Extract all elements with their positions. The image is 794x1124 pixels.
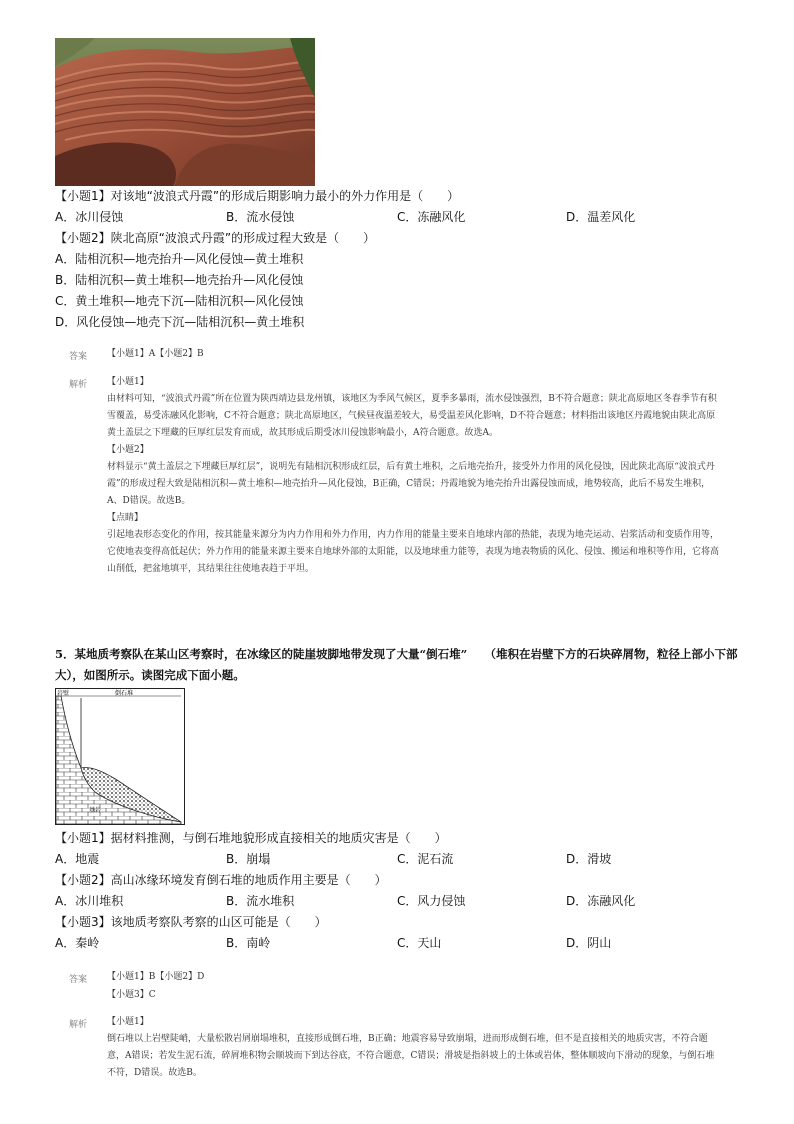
option-c[interactable]: C．风力侵蚀 xyxy=(397,894,466,908)
option-a[interactable]: A．秦岭 xyxy=(55,936,100,950)
rock-wall-label: 岩壁 xyxy=(57,690,70,697)
danxia-photo xyxy=(55,38,315,186)
answer-text-line1: 【小题1】B【小题2】D xyxy=(107,972,205,982)
option-a[interactable]: A．地震 xyxy=(55,852,100,866)
question-5-3: 【小题3】该地质考察队考察的山区可能是（ ） xyxy=(55,915,327,929)
option-a[interactable]: A．冰川侵蚀 xyxy=(55,210,124,224)
scree-diagram xyxy=(55,688,185,828)
question-5-intro: 5．某地质考察队在某山区考察时，在冰缘区的陡崖坡脚地带发现了大量“倒石堆” （堆积在岩壁下方的石块碎屑物，粒径上部小下部大），如图所示。读图完成下面小题。 xyxy=(55,647,738,682)
question-5-1: 【小题1】据材料推测，与倒石堆地貌形成直接相关的地质灾害是（ ） xyxy=(55,831,447,845)
answer-label: 答案 xyxy=(69,352,88,362)
analysis-heading: 【小题1】 xyxy=(107,377,149,387)
option-b[interactable]: B．流水侵蚀 xyxy=(226,210,295,224)
option-c[interactable]: C．天山 xyxy=(397,936,442,950)
analysis-heading: 【小题2】 xyxy=(107,445,149,455)
tips-heading: 【点睛】 xyxy=(107,513,144,523)
option-d[interactable]: D．温差风化 xyxy=(566,210,636,224)
question-1-2: 【小题2】陕北高原“波浪式丹霞”的形成过程大致是（ ） xyxy=(55,231,376,245)
option-c[interactable]: C．冻融风化 xyxy=(397,210,466,224)
analysis-label: 解析 xyxy=(69,1020,88,1030)
option-b[interactable]: B．陆相沉积—黄土堆积—地壳抬升—风化侵蚀 xyxy=(55,273,304,287)
analysis-paragraph: 由材料可知，“波浪式丹霞”所在位置为陕西靖边县龙州镇，该地区为季风气候区，夏季多暴雨，流水侵蚀强烈，B不符合题意；陕北高原地区冬春季节有积雪覆盖，易受冻融风化影响，C不符合题意；陕北高原地区，气候昼夜温差较大，易受温差风化影响，D不符合题意；材料指出该地区丹霞地貌由陕北高原黄土盖层之下埋藏的巨厚红层发育而成，故其形成后期受冰川侵蚀影响最小，A符合题意。故选A。 xyxy=(107,394,717,438)
analysis-text xyxy=(107,374,719,578)
bedrock-label: 基岩 xyxy=(89,807,102,814)
analysis-heading: 【小题1】 xyxy=(107,1017,149,1027)
option-d[interactable]: D．风化侵蚀—地壳下沉—陆相沉积—黄土堆积 xyxy=(55,315,305,329)
analysis-text xyxy=(107,1014,719,1082)
question-1-1: 【小题1】对该地“波浪式丹霞”的形成后期影响力最小的外力作用是（ ） xyxy=(55,189,460,203)
option-b[interactable]: B．南岭 xyxy=(226,936,271,950)
analysis-paragraph: 材料显示“黄土盖层之下埋藏巨厚红层”，说明先有陆相沉积形成红层，后有黄土堆积，之后地壳抬升，接受外力作用的风化侵蚀，因此陕北高原“波浪式丹霞”的形成过程大致是陆相沉积—黄土堆积—地壳抬升—风化侵蚀，B正确，C错误；丹霞地貌为地壳抬升出露侵蚀而成，地势较高，此后不易发生堆积，A、D错误。故选B。 xyxy=(107,462,715,506)
analysis-paragraph: 倒石堆以上岩壁陡峭，大量松散岩屑崩塌堆积，直接形成倒石堆，B正确；地震容易导致崩塌，进而形成倒石堆，但不是直接相关的地质灾害，不符合题意，A错误；若发生泥石流，碎屑堆积物会顺坡而下到达谷底，不符合题意，C错误；滑坡是指斜坡上的土体或岩体，整体顺坡向下滑动的现象，与倒石堆不符，D错误。故选B。 xyxy=(107,1034,715,1078)
answer-text: 【小题1】A【小题2】B xyxy=(107,349,204,359)
option-d[interactable]: D．阴山 xyxy=(566,936,612,950)
option-c[interactable]: C．黄土堆积—地壳下沉—陆相沉积—风化侵蚀 xyxy=(55,294,304,308)
answer-text-line2: 【小题3】C xyxy=(107,990,156,1000)
question-5-2: 【小题2】高山冰缘环境发育倒石堆的地质作用主要是（ ） xyxy=(55,873,387,887)
option-d[interactable]: D．滑坡 xyxy=(566,852,612,866)
option-a[interactable]: A．冰川堆积 xyxy=(55,894,124,908)
tips-paragraph: 引起地表形态变化的作用，按其能量来源分为内力作用和外力作用，内力作用的能量主要来自地球内部的热能，表现为地壳运动、岩浆活动和变质作用等，它使地表变得高低起伏；外力作用的能量来源主要来自地球外部的太阳能，以及地球重力能等，表现为地表物质的风化、侵蚀、搬运和堆积等作用，它将高山削低，把盆地填平，其结果往往使地表趋于平坦。 xyxy=(107,530,720,574)
analysis-label: 解析 xyxy=(69,380,88,390)
option-b[interactable]: B．流水堆积 xyxy=(226,894,295,908)
option-a[interactable]: A．陆相沉积—地壳抬升—风化侵蚀—黄土堆积 xyxy=(55,252,304,266)
option-b[interactable]: B．崩塌 xyxy=(226,852,271,866)
scree-label: 倒石堆 xyxy=(115,690,134,697)
option-d[interactable]: D．冻融风化 xyxy=(566,894,636,908)
answer-label: 答案 xyxy=(69,975,88,985)
option-c[interactable]: C．泥石流 xyxy=(397,852,454,866)
